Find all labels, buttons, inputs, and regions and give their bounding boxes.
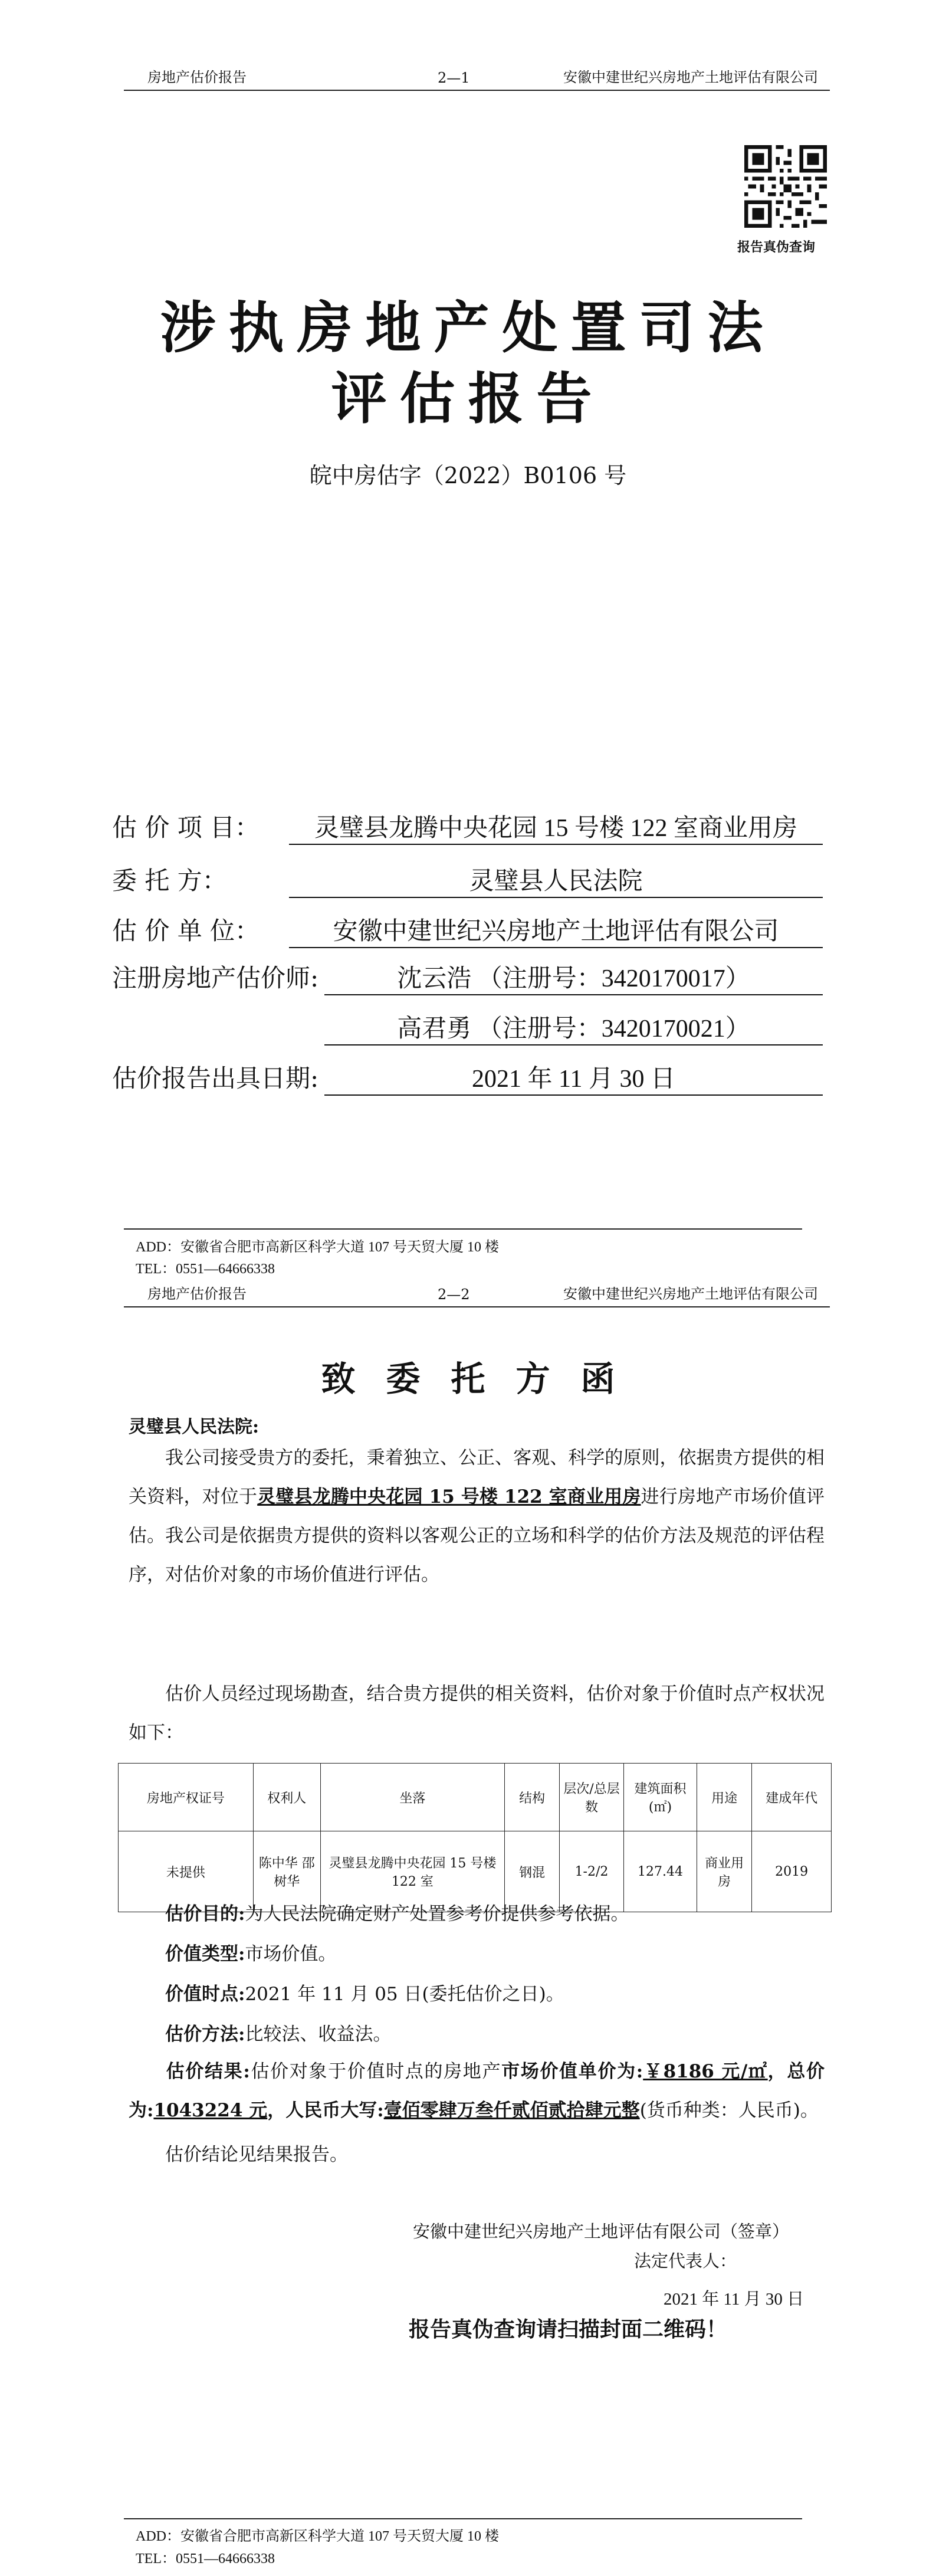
field-value: 灵璧县龙腾中央花园 15 号楼 122 室商业用房 (289, 808, 823, 845)
purpose-line: 估价目的:为人民法院确定财产处置参考价提供参考依据。 (165, 1903, 629, 1925)
conclusion-line: 估价结论见结果报告。 (165, 2144, 348, 2165)
header-company: 安徽中建世纪兴房地产土地评估有限公司 (563, 1286, 818, 1302)
document-number: 皖中房估字（2022）B0106 号 (309, 463, 627, 489)
footer-tel: TEL：0551—64666338 (136, 2551, 275, 2567)
addressee: 灵璧县人民法院: (129, 1417, 260, 1437)
qr-caption: 报告真伪查询 (737, 240, 816, 255)
table-header-cell: 建成年代 (752, 1764, 832, 1831)
table-cell: 未提供 (119, 1831, 254, 1912)
legal-representative: 法定代表人： (634, 2251, 737, 2271)
signing-company: 安徽中建世纪兴房地产土地评估有限公司（签章） (413, 2221, 790, 2241)
table-header-cell: 层次/总层数 (560, 1764, 624, 1831)
letter-title: 致委托方函 (321, 1359, 646, 1399)
property-rights-table (118, 1763, 832, 1912)
unit-price: ￥8186 元/㎡ (643, 2061, 768, 2082)
header-page-number: 2—1 (438, 70, 470, 86)
table-cell: 灵璧县龙腾中央花园 15 号楼 122 室 (320, 1831, 504, 1912)
header-left: 房地产估价报告 (147, 69, 247, 86)
total-price: 1043224 元 (153, 2100, 268, 2121)
property-address: 灵璧县龙腾中央花园 15 号楼 122 室商业用房 (257, 1486, 641, 1507)
field-label: 估 价 单 位： (112, 916, 260, 945)
signing-date: 2021 年 11 月 30 日 (664, 2290, 804, 2309)
letter-page (0, 1285, 936, 2576)
header-company: 安徽中建世纪兴房地产土地评估有限公司 (563, 69, 818, 86)
intro-paragraph: 我公司接受贵方的委托，秉着独立、公正、客观、科学的原则，依据贵方提供的相关资料，对位于灵璧县龙腾中央花园 15 号楼 122 室商业用房进行房地产市场价值评估。我公司是依据贵方提供的资料以客观公正的立场和科学的估价方法及规范的评估程序，对估价对象的市场价值进行评估。 (129, 1447, 825, 1585)
value-date-line: 价值时点:2021 年 11 月 05 日(委托估价之日)。 (165, 1984, 564, 2005)
field-value: 2021 年 11 月 30 日 (324, 1059, 823, 1096)
method-line: 估价方法:比较法、收益法。 (165, 2024, 392, 2045)
footer-tel: TEL：0551—64666338 (136, 1261, 275, 1277)
field-value: 灵璧县人民法院 (289, 861, 823, 898)
field-label: 估价报告出具日期: (112, 1064, 319, 1093)
field-value: 沈云浩 （注册号：3420170017） (324, 959, 823, 995)
page-header (124, 1286, 830, 1307)
report-title-line1: 涉执房地产处置司法 (160, 296, 776, 360)
table-cell: 127.44 (623, 1831, 697, 1912)
table-header-cell: 房地产权证号 (119, 1764, 254, 1831)
field-value: 高君勇 （注册号：3420170021） (324, 1009, 823, 1046)
table-cell: 钢混 (505, 1831, 560, 1912)
field-label: 委 托 方： (112, 866, 227, 895)
total-price-words: 壹佰零肆万叁仟贰佰贰拾肆元整 (383, 2100, 640, 2121)
table-header-cell: 权利人 (253, 1764, 320, 1831)
table-cell: 1-2/2 (560, 1831, 624, 1912)
footer-address: ADD：安徽省合肥市高新区科学大道 107 号天贸大厦 10 楼 (136, 1240, 499, 1255)
field-label: 注册房地产估价师: (112, 963, 319, 992)
result-paragraph: 估价结果:估价对象于价值时点的房地产市场价值单价为:￥8186 元/㎡，总价为:1043224 元，人民币大写:壹佰零肆万叁仟贰佰贰拾肆元整(货币种类：人民币)。 (129, 2061, 825, 2121)
table-cell: 2019 (752, 1831, 832, 1912)
table-header-cell: 用途 (697, 1764, 752, 1831)
value-type-line: 价值类型:市场价值。 (165, 1944, 337, 1965)
footer-divider (124, 1228, 802, 1230)
table-header-row (119, 1764, 832, 1831)
footer-divider (124, 2518, 802, 2519)
field-label: 估 价 项 目： (112, 813, 260, 842)
field-value: 安徽中建世纪兴房地产土地评估有限公司 (289, 912, 823, 948)
header-page-number: 2—2 (438, 1286, 470, 1303)
header-left: 房地产估价报告 (147, 1286, 247, 1302)
footer-address: ADD：安徽省合肥市高新区科学大道 107 号天贸大厦 10 楼 (136, 2529, 499, 2544)
table-header-cell: 结构 (505, 1764, 560, 1831)
table-cell: 陈中华 邵树华 (253, 1831, 320, 1912)
qr-code-icon[interactable] (744, 145, 827, 228)
report-cover-page (0, 0, 936, 1285)
table-cell: 商业用房 (697, 1831, 752, 1912)
verification-note: 报告真伪查询请扫描封面二维码！ (409, 2317, 728, 2342)
report-title-line2: 评估报告 (331, 366, 605, 431)
page-header (124, 70, 830, 91)
status-paragraph: 估价人员经过现场勘查，结合贵方提供的相关资料，估价对象于价值时点产权状况如下： (129, 1683, 825, 1743)
table-header-cell: 坐落 (320, 1764, 504, 1831)
table-header-cell: 建筑面积(㎡) (623, 1764, 697, 1831)
